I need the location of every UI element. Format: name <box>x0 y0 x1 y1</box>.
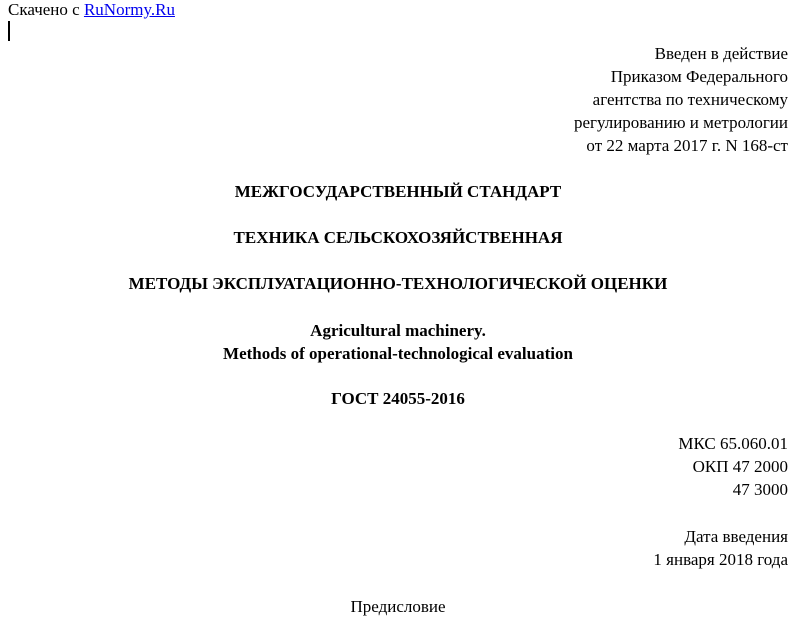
english-title-line: Methods of operational-technological evaluation <box>223 344 573 363</box>
standard-designation: ГОСТ 24055-2016 <box>331 389 465 408</box>
document-title-line-2: МЕТОДЫ ЭКСПЛУАТАЦИОННО-ТЕХНОЛОГИЧЕСКОЙ ОЦЕНКИ <box>128 274 668 293</box>
foreword-heading: Предисловие <box>350 597 446 616</box>
introduction-date-block <box>653 525 788 571</box>
introduction-date-value: 1 января 2018 года <box>653 550 788 569</box>
english-title-line: Agricultural machinery. <box>310 321 486 340</box>
source-line <box>8 0 175 21</box>
document-title-line-1: ТЕХНИКА СЕЛЬСКОХОЗЯЙСТВЕННАЯ <box>233 228 563 247</box>
approval-line: агентства по техническому <box>592 90 788 109</box>
approval-line: Введен в действие <box>654 44 788 63</box>
approval-line: регулированию и метрологии <box>573 113 788 132</box>
classification-codes <box>678 432 788 501</box>
introduction-date-label: Дата введения <box>684 527 788 546</box>
approval-line: от 22 марта 2017 г. N 168-ст <box>586 136 788 155</box>
classification-code: МКС 65.060.01 <box>678 434 788 453</box>
classification-code: 47 3000 <box>732 480 788 499</box>
approval-block <box>574 42 788 157</box>
text-cursor <box>8 21 10 41</box>
source-link[interactable]: RuNormy.Ru <box>83 0 175 19</box>
classification-code: ОКП 47 2000 <box>692 457 788 476</box>
english-title <box>0 319 790 365</box>
source-prefix: Скачено с <box>8 0 84 19</box>
standard-type-heading: МЕЖГОСУДАРСТВЕННЫЙ СТАНДАРТ <box>234 182 562 201</box>
approval-line: Приказом Федерального <box>610 67 788 86</box>
